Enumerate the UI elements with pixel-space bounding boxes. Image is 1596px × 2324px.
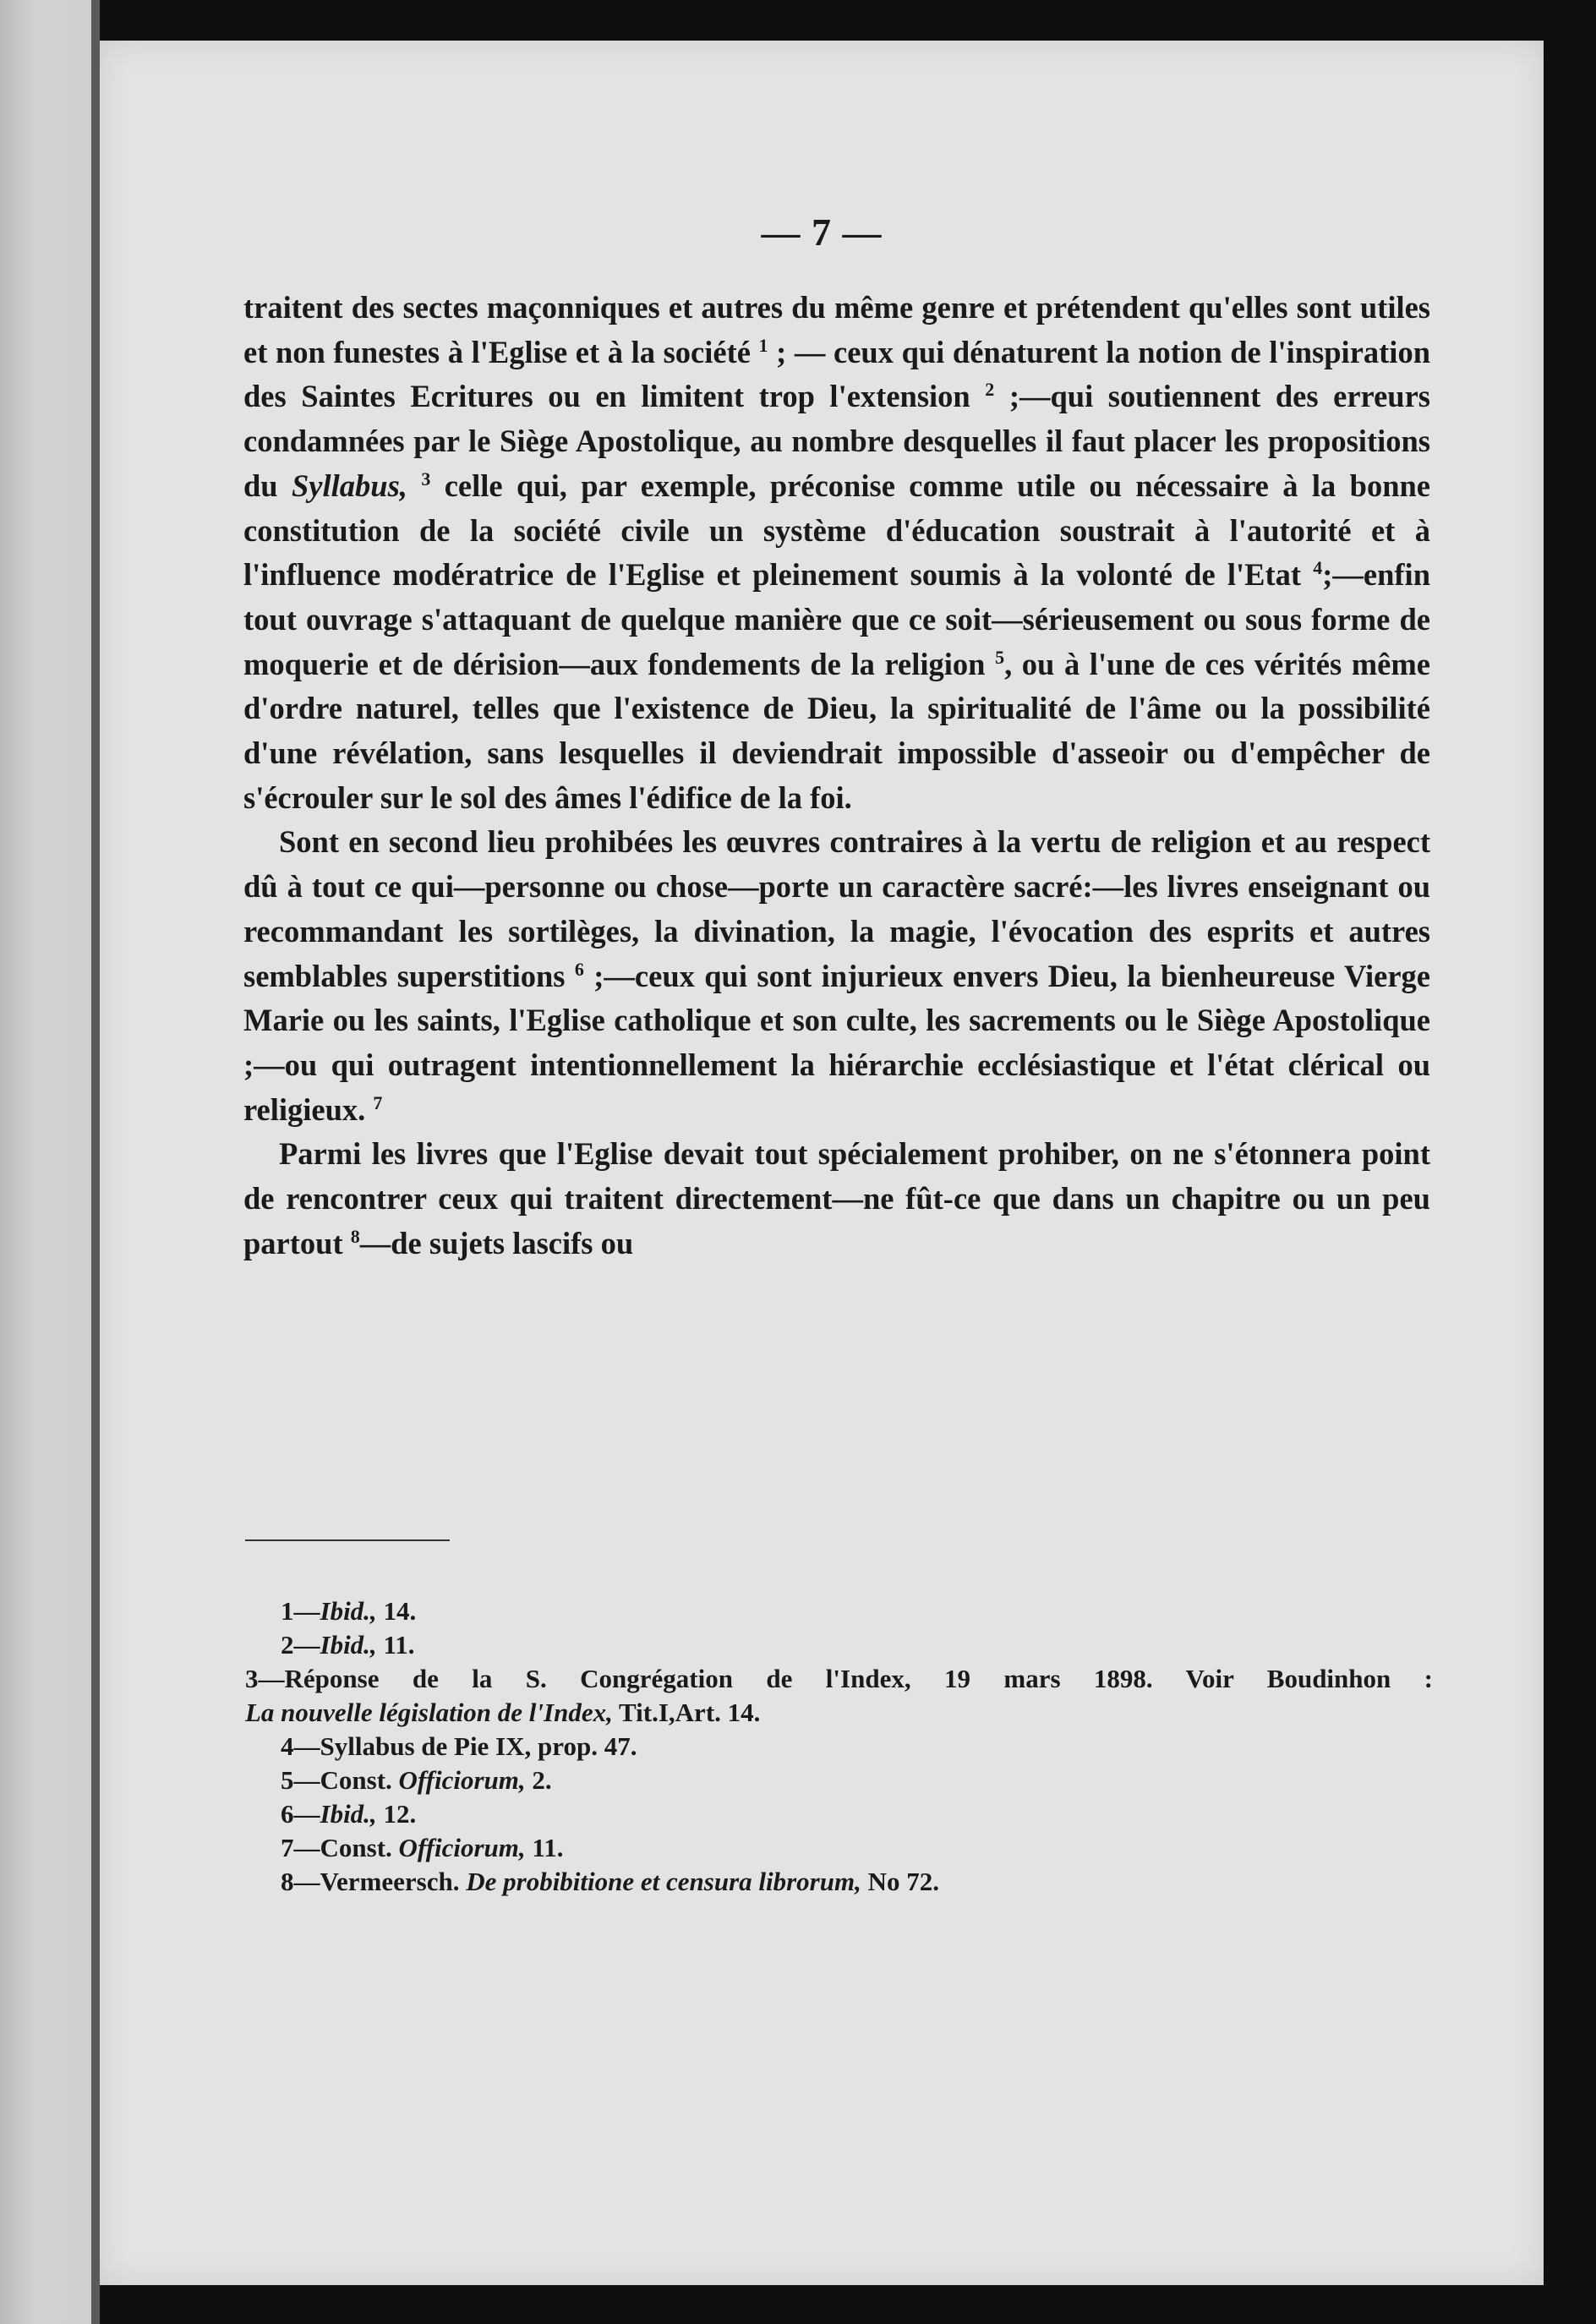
footnote	[245, 1865, 1433, 1899]
footnotes	[245, 1594, 1433, 1899]
page-gutter	[91, 0, 100, 2324]
italic-text: Officiorum,	[398, 1765, 526, 1795]
text-run: ; — ceux qui dénaturent la notion de l'inspiration des Saintes Ecritures ou en limitent trop l'extension	[243, 334, 1430, 414]
footnote-text	[245, 1764, 552, 1797]
footnote-marker: 8	[350, 1225, 360, 1247]
text-run: 8—Vermeersch.	[281, 1867, 467, 1896]
text-run: 12.	[376, 1799, 417, 1829]
text-run: 2.	[525, 1765, 552, 1795]
italic-text: La nouvelle législation de l'Index,	[245, 1698, 613, 1727]
text-run: 14.	[376, 1596, 417, 1626]
italic-text: Officiorum,	[398, 1833, 526, 1862]
footnote-marker: 7	[373, 1091, 383, 1113]
adjacent-page-edge	[0, 0, 91, 2324]
footnote-marker: 3	[421, 468, 431, 489]
footnote-marker: 2	[985, 379, 995, 401]
footnote-marker: 6	[574, 958, 584, 980]
text-run: 5—Const.	[281, 1765, 399, 1795]
text-run: —de sujets lascifs ou	[359, 1225, 634, 1260]
scanned-page	[100, 41, 1544, 2285]
footnote-separator	[245, 1539, 450, 1541]
text-run: No 72.	[861, 1867, 939, 1896]
text-run: Tit.I,Art. 14.	[612, 1698, 761, 1727]
text-run: ;—ceux qui sont injurieux envers Dieu, la bienheureuse Vierge Marie ou les saints, l'Eglise catholique et son culte, les sacrements ou le Siège Apostolique ;—ou qui outragent intentionnellement la hiérarchie ecclésiastique et l'état clérical ou religieux.	[243, 958, 1430, 1127]
footnote	[245, 1730, 1433, 1764]
text-run: 11.	[376, 1630, 415, 1660]
italic-text: Ibid.,	[320, 1596, 377, 1626]
footnote-text	[245, 1831, 563, 1865]
footnote	[245, 1594, 1433, 1628]
footnote-text	[245, 1628, 414, 1662]
italic-text: Syllabus,	[292, 468, 407, 503]
footnote-marker: 1	[758, 334, 768, 356]
footnote	[245, 1764, 1433, 1797]
text-run: ;—enfin tout ouvrage s'attaquant de quelque manière que ce soit—sérieusement ou sous forme de moquerie et de dérision—aux fondements de la religion	[243, 557, 1430, 681]
text-run: 6—	[281, 1799, 320, 1829]
footnote-text	[245, 1730, 637, 1764]
text-run: celle qui, par exemple, préconise comme utile ou nécessaire à la bonne constitution de la société civile un système d'éducation soustrait à l'autorité et à l'influence modératrice de l'Eglise et pleinement soumis à la volonté de l'Etat	[243, 468, 1430, 593]
footnote-text	[245, 1594, 416, 1628]
footnote-text	[245, 1797, 416, 1831]
text-run: 1—	[281, 1596, 320, 1626]
text-run: Parmi les livres que l'Eglise devait tout spécialement prohiber, on ne s'étonnera point de rencontrer ceux qui traitent directement—ne fût-ce que dans un chapitre ou un peu partout	[243, 1136, 1430, 1260]
text-run: 3—Réponse de la S. Congrégation de l'Index, 19 mars 1898. Voir Boudinhon :	[245, 1664, 1433, 1693]
footnote	[245, 1831, 1433, 1865]
text-run: traitent des sectes maçonniques et autres du même genre et prétendent qu'elles sont utiles et non funestes à l'Eglise et à la société	[243, 290, 1430, 369]
text-run: , ou à l'une de ces vérités même d'ordre naturel, telles que l'existence de Dieu, la spiritualité de l'âme ou la possibilité d'une révélation, sans lesquelles il deviendrait impossible d'asseoir ou d'empêcher de s'écrouler sur le sol des âmes l'édifice de la foi.	[243, 646, 1430, 815]
page-number: — 7 —	[761, 211, 883, 254]
text-run: Sont en second lieu prohibées les œuvres contraires à la vertu de religion et au respect dû à tout ce qui—personne ou chose—porte un caractère sacré:—les livres enseignant ou recommandant les sortilèges, la divination, la magie, l'évocation des esprits et autres semblables superstitions	[243, 824, 1430, 993]
text-run: 2—	[281, 1630, 320, 1660]
text-run: 7—Const.	[281, 1833, 399, 1862]
text-run: ;—qui soutiennent des erreurs condamnées par le Siège Apostolique, au nombre desquelles il faut placer les propositions du	[243, 379, 1430, 503]
paragraph	[243, 286, 1430, 820]
text-run	[407, 468, 421, 503]
footnote-text	[245, 1664, 1433, 1693]
main-text	[243, 286, 1430, 1266]
footnote-marker: 4	[1313, 557, 1323, 579]
italic-text: Ibid.,	[320, 1630, 377, 1660]
italic-text: De probibitione et censura librorum,	[466, 1867, 861, 1896]
footnote	[245, 1662, 1433, 1696]
text-run: 11.	[525, 1833, 564, 1862]
paragraph	[243, 1132, 1430, 1266]
footnote	[245, 1797, 1433, 1831]
footnote-marker: 5	[995, 646, 1005, 668]
text-run: 4—Syllabus de Pie IX, prop. 47.	[281, 1731, 637, 1761]
italic-text: Ibid.,	[320, 1799, 377, 1829]
footnote-continuation	[245, 1696, 1433, 1730]
paragraph	[243, 820, 1430, 1132]
footnote	[245, 1628, 1433, 1662]
footnote-text	[245, 1865, 939, 1899]
